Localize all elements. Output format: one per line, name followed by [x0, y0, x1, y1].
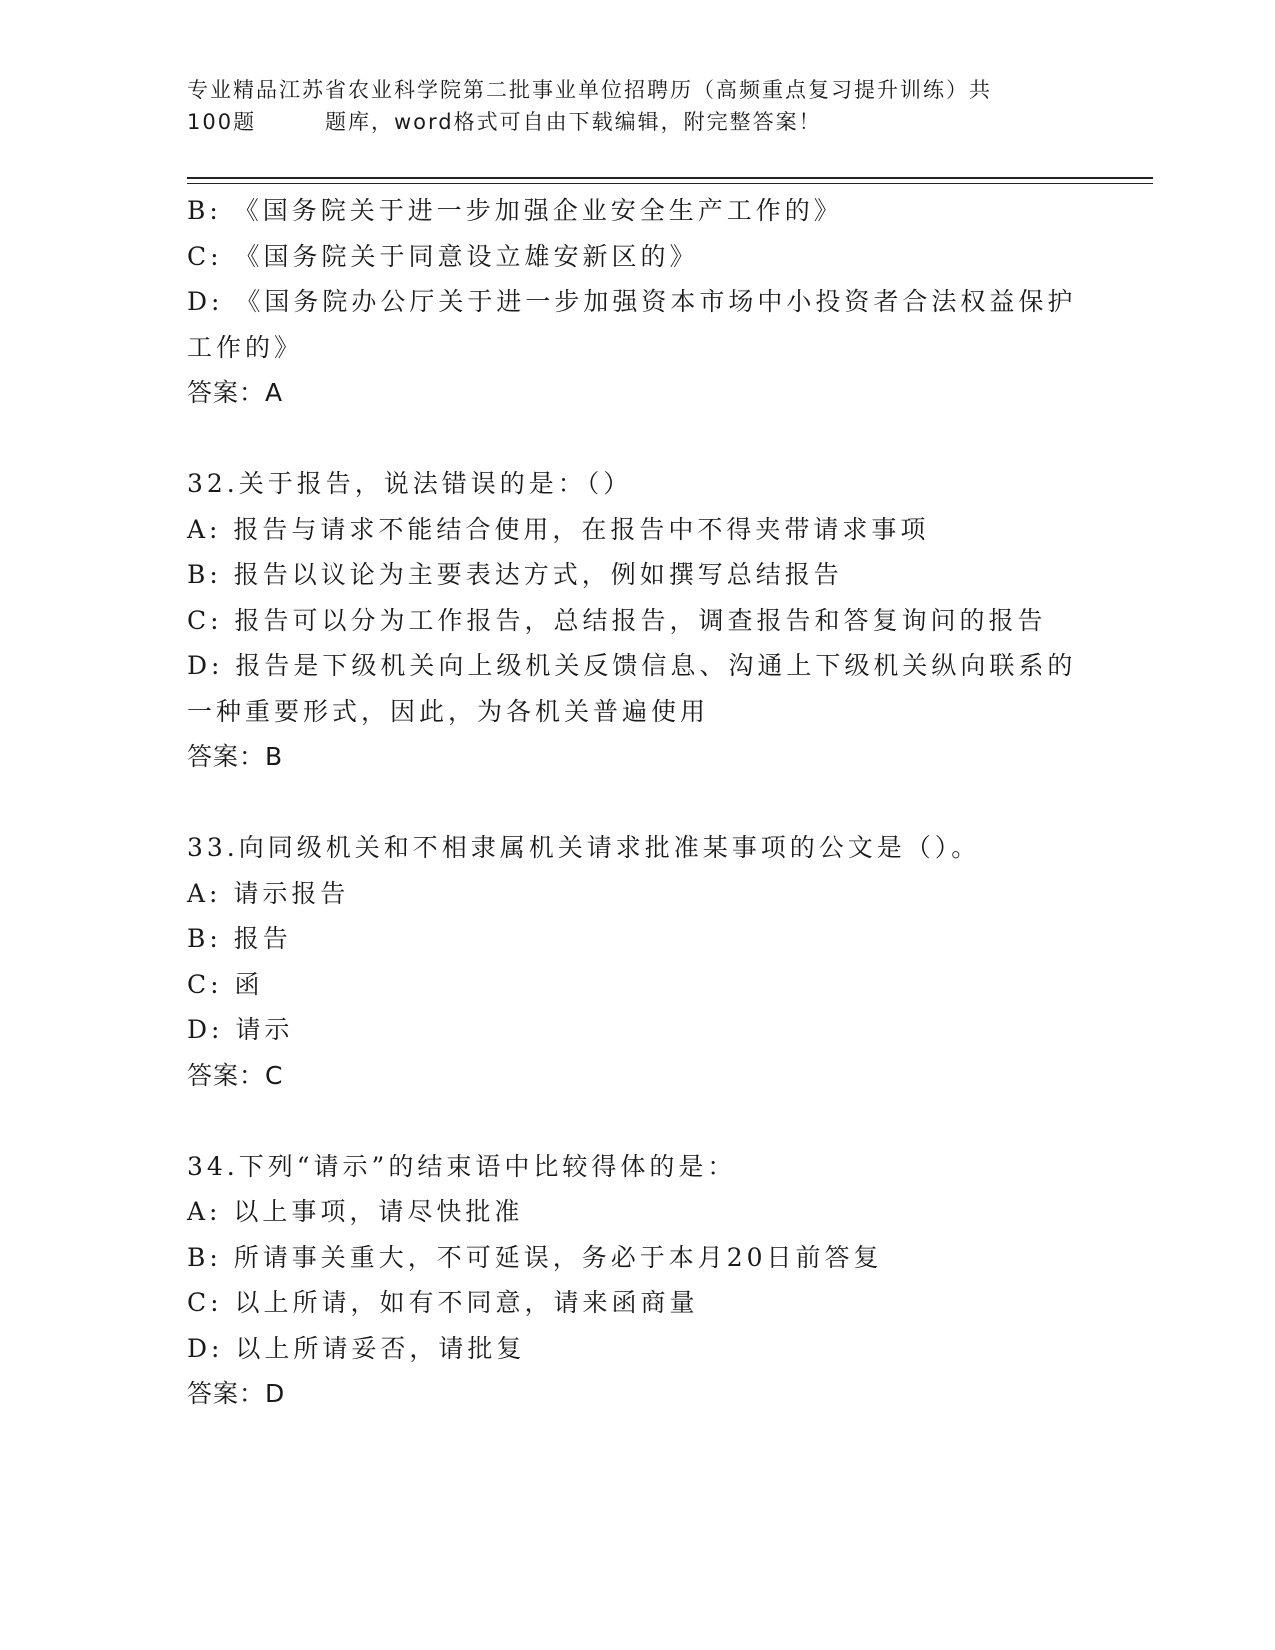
option-d: D: 请示	[187, 1015, 294, 1044]
header-line-1: 专业精品江苏省农业科学院第二批事业单位招聘历（高频重点复习提升训练）共	[187, 78, 992, 102]
option-c: C: 报告可以分为工作报告，总结报告，调查报告和答复询问的报告	[187, 605, 1047, 635]
header-divider-thin	[187, 183, 1153, 184]
option-c: C: 《国务院关于同意设立雄安新区的》	[187, 241, 699, 271]
option-a: A: 以上事项，请尽快批准	[187, 1197, 524, 1226]
header-divider-thick	[187, 177, 1153, 179]
option-a: A: 请示报告	[187, 878, 350, 908]
answer: 答案：D	[187, 1379, 286, 1408]
question-count: 100题	[187, 110, 257, 134]
header-line-2	[187, 106, 1067, 138]
option-b: B: 《国务院关于进一步加强企业安全生产工作的》	[187, 196, 843, 225]
option-c: C: 以上所请，如有不同意，请来函商量	[187, 1288, 699, 1317]
option-b: B: 所请事关重大，不可延误，务必于本月20日前答复	[187, 1242, 883, 1272]
answer: 答案：B	[187, 742, 284, 771]
question-list	[187, 188, 1087, 1417]
option-d: D: 以上所请妥否，请批复	[187, 1333, 526, 1363]
header-line-2-text: 题库，word格式可自由下载编辑，附完整答案！	[325, 110, 822, 134]
option-d: D: 《国务院办公厅关于进一步加强资本市场中小投资者合法权益保护工作的》	[187, 287, 1077, 362]
question-stem: 32.关于报告，说法错误的是：（）	[187, 469, 633, 498]
question-stem: 34.下列“请示”的结束语中比较得体的是：	[187, 1151, 737, 1181]
option-a: A: 报告与请求不能结合使用，在报告中不得夹带请求事项	[187, 514, 930, 544]
option-c: C: 函	[187, 969, 264, 999]
answer: 答案：C	[187, 1060, 284, 1090]
document-header	[187, 74, 1067, 138]
option-b: B: 报告以议论为主要表达方式，例如撰写总结报告	[187, 560, 843, 589]
option-b: B: 报告	[187, 924, 292, 953]
question-stem: 33.向同级机关和不相隶属机关请求批准某事项的公文是（）。	[187, 833, 981, 862]
option-d: D: 报告是下级机关向上级机关反馈信息、沟通上下级机关纵向联系的一种重要形式，因此，为各机关普遍使用	[187, 651, 1077, 726]
answer: 答案：A	[187, 378, 284, 407]
